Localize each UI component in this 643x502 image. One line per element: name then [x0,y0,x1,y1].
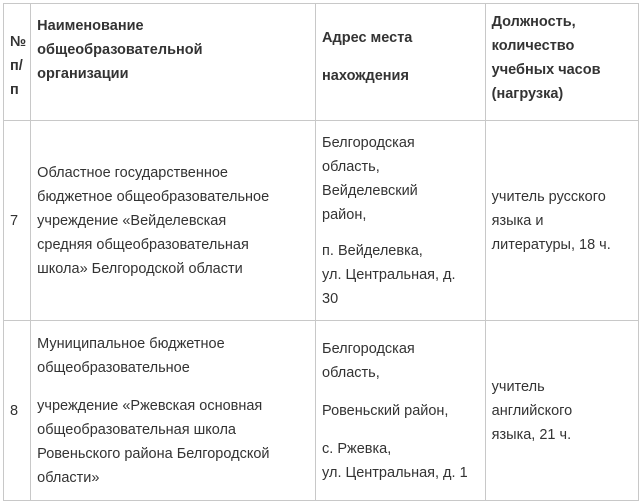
text-line: п. Вейделевка, [322,242,423,259]
address-cell [316,121,486,321]
text-line: языка и [491,212,544,229]
header-position-line: количество [491,38,575,54]
text-line: Муниципальное бюджетное [37,335,225,352]
text-line: учреждение «Вейделевская [37,212,227,229]
header-organization-line: общеобразовательной [37,42,203,58]
text-line: Вейделевский [322,182,418,199]
text-line: Ровеньский район, [322,402,449,419]
header-row [4,4,639,121]
text-line: область, [322,158,380,175]
text-line: языка, 21 ч. [491,426,572,443]
header-position-line: учебных часов [491,62,601,78]
position-cell [485,321,638,501]
text-line: Ровеньского района Белгородской [37,445,270,462]
text-line: ул. Центральная, д. 1 [322,464,468,481]
text-line: школа» Белгородской области [37,260,243,277]
text-line: с. Ржевка, [322,440,392,457]
table-row [4,121,639,321]
text-line: учитель [491,378,545,395]
row-number: 7 [4,121,31,321]
header-address-line: нахождения [322,68,409,84]
header-number [4,4,31,121]
text-line: Белгородская [322,134,415,151]
text-line: учреждение «Ржевская основная [37,397,263,414]
table-row [4,321,639,501]
text-line: 30 [322,290,339,307]
text-line: учитель русского [491,188,606,205]
organization-cell [31,121,316,321]
text-line: бюджетное общеобразовательное [37,188,270,205]
address-cell [316,321,486,501]
schools-table [3,3,639,501]
text-line: Областное государственное [37,164,228,181]
text-line: ул. Центральная, д. [322,266,456,283]
text-line: общеобразовательное [37,359,190,376]
text-line: английского [491,402,573,419]
position-cell [485,121,638,321]
text-line: район, [322,206,367,223]
header-position [485,4,638,121]
header-number-line: № [10,34,27,50]
header-number-line: п/п [10,58,23,98]
header-address-line: Адрес места [322,30,413,46]
header-organization [31,4,316,121]
header-position-line: Должность, [491,14,576,30]
header-position-line: (нагрузка) [491,86,564,102]
text-line: область, [322,364,380,381]
header-organization-line: организации [37,66,129,82]
organization-cell [31,321,316,501]
text-line: Белгородская [322,340,415,357]
text-line: средняя общеобразовательная [37,236,249,253]
row-number: 8 [4,321,31,501]
header-organization-line: Наименование [37,18,144,34]
text-line: литературы, 18 ч. [491,236,611,253]
text-line: области» [37,469,100,486]
text-line: общеобразовательная школа [37,421,236,438]
header-address [316,4,486,121]
